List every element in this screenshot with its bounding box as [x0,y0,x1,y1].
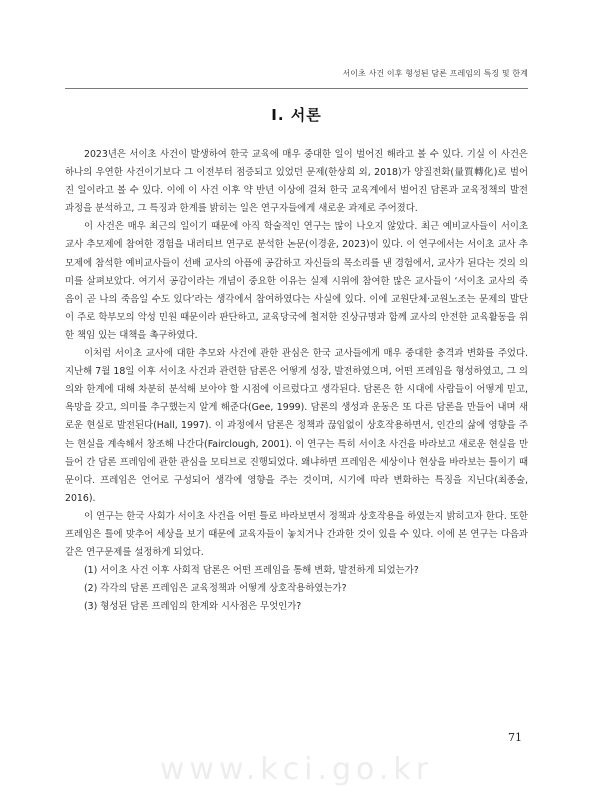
paragraph: 2023년은 서이초 사건이 발생하여 한국 교육에 매우 중대한 일이 벌어진 해라고 볼 수 있다. 기실 이 사건은 하나의 우연한 사건이기보다 그 이전부터 점증되고 있었던 문제(한상희 외, 2018)가 양질전화(量質轉化)로 벌어진 일이라고 볼 수 있다. 이에 이 사건 이후 약 반년 이상에 걸쳐 한국 교육계에서 벌어진 담론과 교육정책의 발전 과정을 분석하고, 그 특징과 한계를 밝히는 일은 연구자들에게 새로운 과제로 주어졌다. [65,149,528,215]
section-title: Ⅰ. 서론 [271,106,322,124]
paragraph: 이 연구는 한국 사회가 서이초 사건을 어떤 틀로 바라보면서 정책과 상호작용을 하였는지 밝히고자 한다. 또한 프레임은 틀에 맞추어 세상을 보기 때문에 교육자들이 놓치거나 간과한 것이 있을 수 있다. 이에 본 연구는 다음과 같은 연구문제를 설정하게 되었다. [65,510,528,559]
research-question: (1) 서이초 사건 이후 사회적 담론은 어떤 프레임을 통해 변화, 발전하게 되었는가? [84,565,419,577]
paragraph: 이처럼 서이초 교사에 대한 추모와 사건에 관한 관심은 한국 교사들에게 매우 중대한 충격과 변화를 주었다. 지난해 7월 18일 이후 서이초 사건과 관련한 담론은 어떻게 성장, 발전하였으며, 어떤 프레임을 형성하였고, 그 의의와 한계에 대해 차분히 분석해 보아야 할 시점에 이르렀다고 생각된다. 담론은 한 시대에 사람들이 어떻게 믿고, 욕망을 갖고, 의미를 추구했는지 알게 해준다(Gee, 1999). 담론의 생성과 운동은 또 다른 담론을 만들어 내며 새로운 현실로 발전된다(Hall, 1997). 이 과정에서 담론은 정책과 끊임없이 상호작용하면서, 인간의 삶에 영향을 주는 현실을 계속해서 창조해 나간다(Fairclough, 2001). 이 연구는 특히 서이초 사건을 바라보고 새로운 현실을 만들어 간 담론 프레임에 관한 관심을 모티브로 진행되었다. 왜냐하면 프레임은 세상이나 현상을 바라보는 틀이기 때문이다. 프레임은 언어로 구성되어 생각에 영향을 주는 것이며, 시기에 따라 변화하는 특징을 지닌다(최종술, 2016). [65,348,528,504]
body-text [65,146,528,616]
header-divider [65,88,528,89]
research-question: (3) 형성된 담론 프레임의 한계와 시사점은 무엇인가? [84,601,302,613]
research-question: (2) 각각의 담론 프레임은 교육정책과 어떻게 상호작용하였는가? [84,583,347,595]
paragraph: 이 사건은 매우 최근의 일이기 때문에 아직 학술적인 연구는 많이 나오지 않았다. 최근 예비교사들이 서이초 교사 추모제에 참여한 경험을 내러티브 연구로 분석한 논문(이경윤, 2023)이 있다. 이 연구에서는 서이초 교사 추모제에 참석한 예비교사들이 선배 교사의 아픔에 공감하고 자신들의 목소리를 낸 경험에서, 교사가 된다는 것의 의미를 살펴보았다. 여기서 공감이라는 개념이 중요한 이유는 실제 시위에 참여한 많은 교사들이 ‘서이초 교사의 죽음이 곧 나의 죽음일 수도 있다’라는 생각에서 참여하였다는 사실에 있다. 이에 교원단체·교원노조는 문제의 발단이 주로 학부모의 악성 민원 때문이라 판단하고, 교육당국에 철저한 진상규명과 함께 교사의 안전한 교육활동을 위한 책임 있는 대책을 촉구하였다. [65,221,528,341]
running-header: 서이초 사건 이후 형성된 담론 프레임의 특징 및 한계 [342,69,528,78]
page-number: 71 [508,731,522,744]
watermark-text: www.kci.go.kr [159,752,434,787]
research-question-list [65,562,528,616]
